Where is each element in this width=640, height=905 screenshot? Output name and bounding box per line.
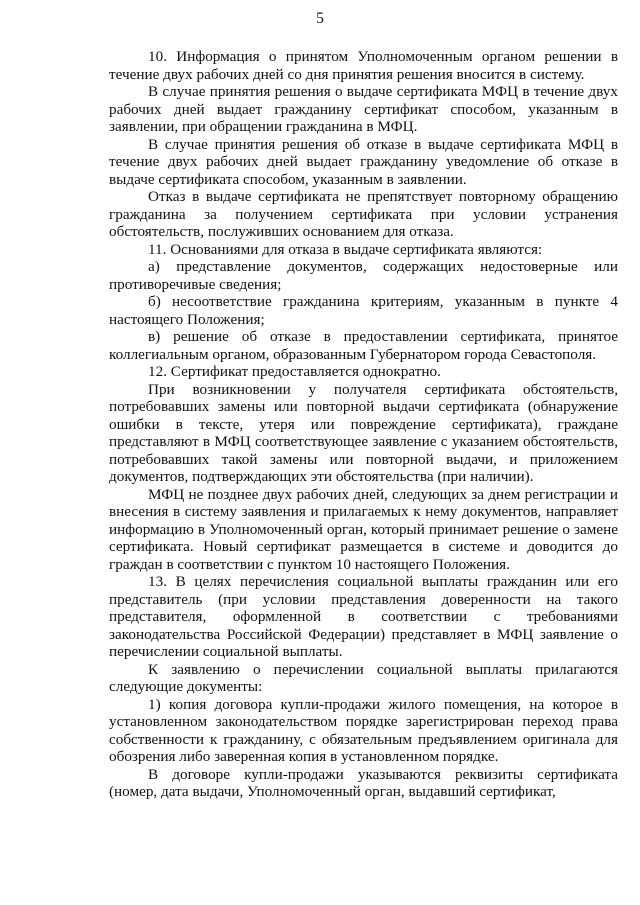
paragraph-attached-documents: К заявлению о перечислении социальной выплаты прилагаются следующие документы: [109,660,618,695]
page-number: 5 [316,10,324,27]
paragraph-mfc-replacement: МФЦ не позднее двух рабочих дней, следующих за днем регистрации и внесения в систему заявления и прилагаемых к нему документов, направляет информацию в Уполномоченный орган, который принимает решение о замене сертификата. Новый сертификат размещается в системе и доводится до граждан в соответствии с пунктом 10 настоящего Положения. [109,485,618,573]
paragraph-11: 11. Основаниями для отказа в выдаче сертификата являются: [148,240,543,258]
paragraph-13: 13. В целях перечисления социальной выплаты гражданин или его представитель (при условии представления доверенности на такого представителя, оформленной в соответствии с требованиями законодательства Российской Федерации) представляет в МФЦ заявление о перечислении социальной выплаты. [109,573,618,660]
paragraph-approval-delivery: В случае принятия решения о выдаче сертификата МФЦ в течение двух рабочих дней выдает гражданину сертификат способом, указанным в заявлении, при обращении гражданина в МФЦ. [109,83,618,135]
paragraph-contract-details: В договоре купли-продажи указываются реквизиты сертификата (номер, дата выдачи, Уполномоченный орган, выдавший сертификат, [109,765,618,800]
paragraph-refusal-notice: В случае принятия решения об отказе в выдаче сертификата МФЦ в течение двух рабочих дней выдает гражданину уведомление об отказе в выдаче сертификата способом, указанным в заявлении. [109,135,618,188]
paragraph-10: 10. Информация о принятом Уполномоченным органом решении в течение двух рабочих дней со дня принятия решения вносится в систему. [109,48,618,83]
list-item-v: в) решение об отказе в предоставлении сертификата, принятое коллегиальным органом, образованным Губернатором города Севастополя. [109,328,618,363]
document-body [109,48,618,801]
paragraph-refusal-reapply: Отказ в выдаче сертификата не препятствует повторному обращению гражданина за получением сертификата при условии устранения обстоятельств, послуживших основанием для отказа. [109,188,618,240]
list-item-b: б) несоответствие гражданина критериям, указанным в пункте 4 настоящего Положения; [109,293,618,328]
list-item-1: 1) копия договора купли-продажи жилого помещения, на которое в установленном законодательством порядке зарегистрирован переход права собственности к гражданину, с обязательным предъявлением оригинала для обозрения либо заверенная копия в установленном порядке. [109,695,618,765]
paragraph-12: 12. Сертификат предоставляется однократно. [148,363,441,380]
paragraph-replacement-circumstances: При возникновении у получателя сертификата обстоятельств, потребовавших замены или повторной выдачи сертификата (обнаружение ошибки в тексте, утеря или повреждение сертификата), граждане представляют в МФЦ соответствующее заявление с указанием обстоятельств, потребовавших такой замены или повторной выдачи, и приложением документов, подтверждающих эти обстоятельства (при наличии). [109,380,618,485]
list-item-a: а) представление документов, содержащих недостоверные или противоречивые сведения; [109,258,618,293]
